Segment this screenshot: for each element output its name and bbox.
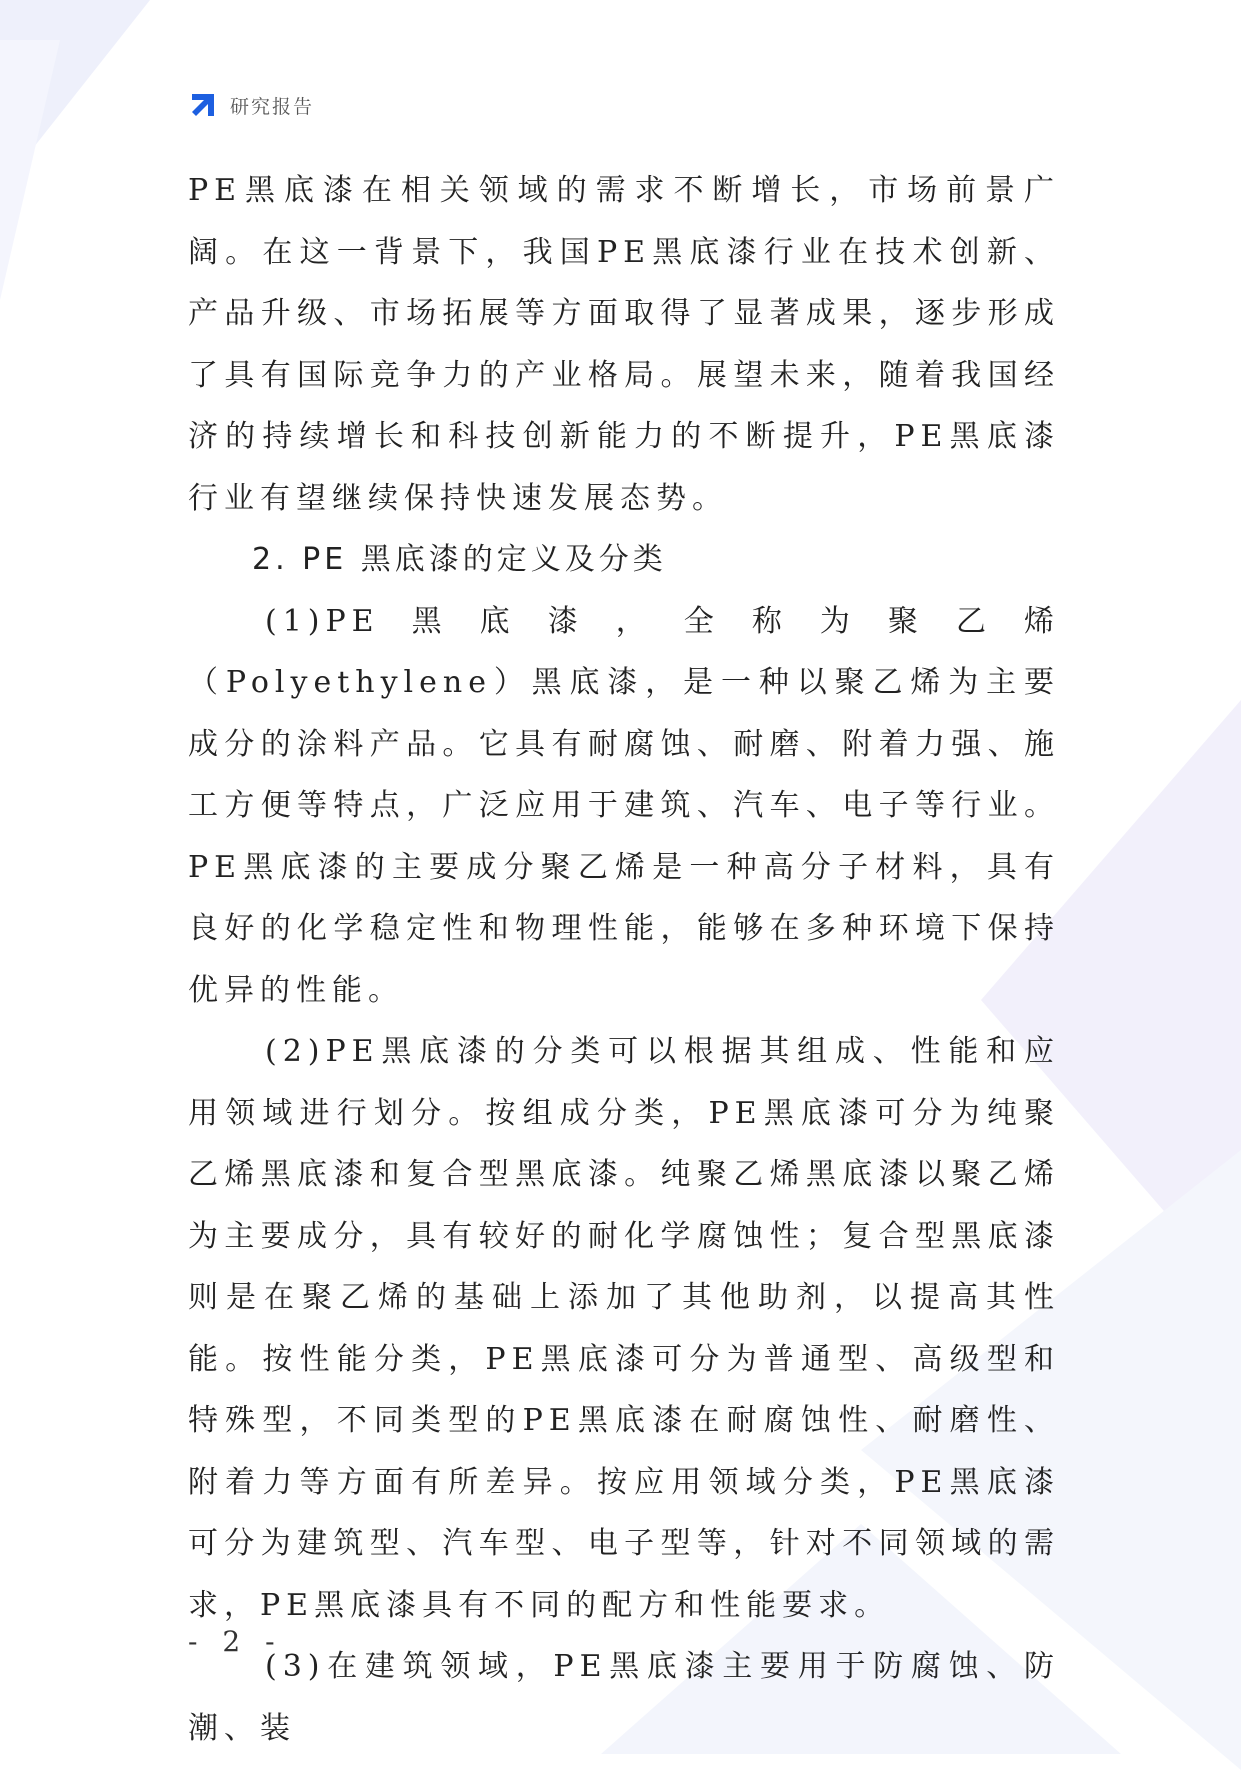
background-shape — [0, 0, 150, 190]
document-body — [188, 160, 1060, 1759]
body-paragraph: (1)PE黑底漆，全称为聚乙烯（Polyethylene）黑底漆，是一种以聚乙烯为主要成分的涂料产品。它具有耐腐蚀、耐磨、附着力强、施工方便等特点，广泛应用于建筑、汽车、电子等行业。PE黑底漆的主要成分聚乙烯是一种高分子材料，具有良好的化学稳定性和物理性能，能够在多种环境下保持优异的性能。 — [188, 603, 1060, 1008]
background-shape — [0, 40, 60, 300]
page-header — [188, 90, 314, 120]
section-heading: 2. PE 黑底漆的定义及分类 — [252, 542, 667, 577]
header-label: 研究报告 — [230, 95, 315, 118]
body-paragraph: PE黑底漆在相关领域的需求不断增长，市场前景广阔。在这一背景下，我国PE黑底漆行业在技术创新、产品升级、市场拓展等方面取得了显著成果，逐步形成了具有国际竞争力的产业格局。展望未来，随着我国经济的持续增长和科技创新能力的不断提升，PE黑底漆行业有望继续保持快速发展态势。 — [188, 173, 1060, 516]
page-number: - 2 - — [188, 1625, 283, 1658]
arrow-up-right-icon — [188, 90, 218, 120]
body-paragraph: (2)PE黑底漆的分类可以根据其组成、性能和应用领域进行划分。按组成分类，PE黑底漆可分为纯聚乙烯黑底漆和复合型黑底漆。纯聚乙烯黑底漆以聚乙烯为主要成分，具有较好的耐化学腐蚀性；复合型黑底漆则是在聚乙烯的基础上添加了其他助剂，以提高其性能。按性能分类，PE黑底漆可分为普通型、高级型和特殊型，不同类型的PE黑底漆在耐腐蚀性、耐磨性、附着力等方面有所差异。按应用领域分类，PE黑底漆可分为建筑型、汽车型、电子型等，针对不同领域的需求，PE黑底漆具有不同的配方和性能要求。 — [188, 1034, 1060, 1623]
body-paragraph: (3)在建筑领域，PE黑底漆主要用于防腐蚀、防潮、装 — [188, 1649, 1060, 1746]
